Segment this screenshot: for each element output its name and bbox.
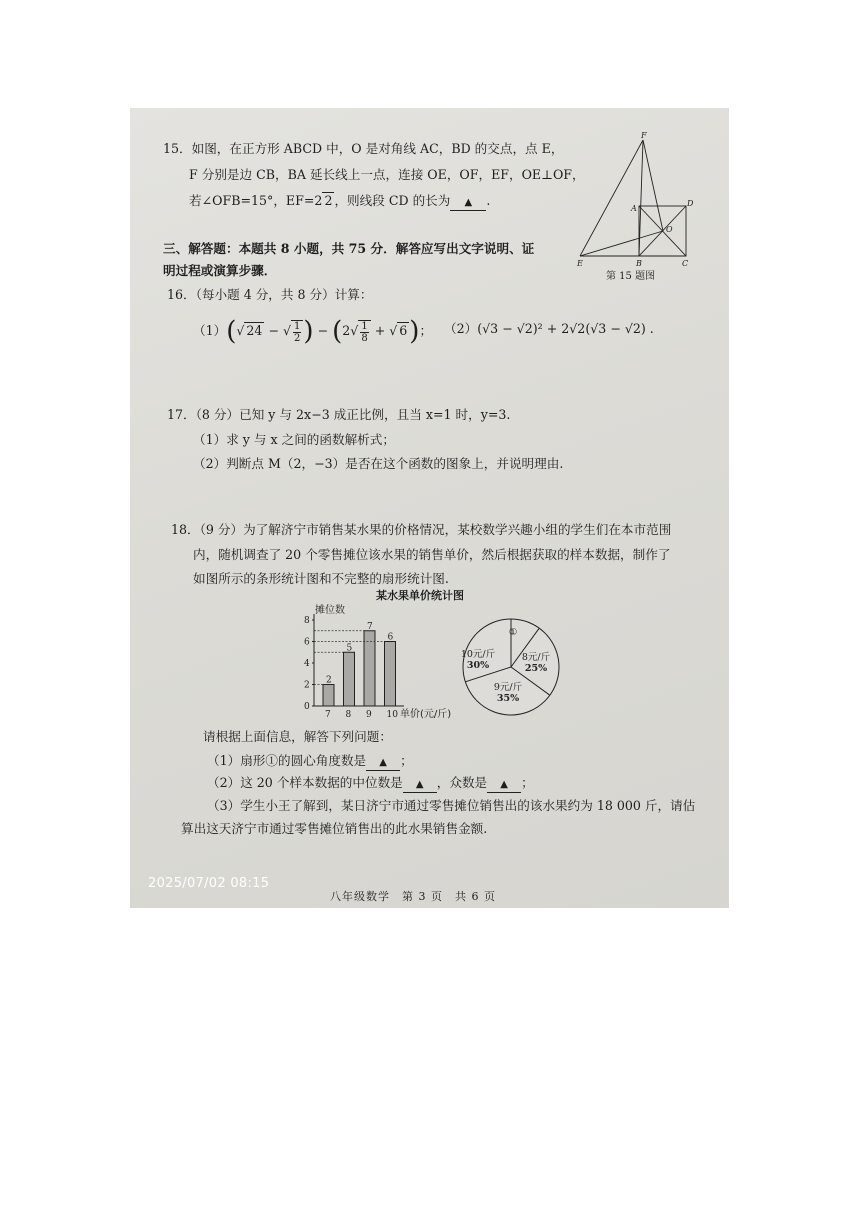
pie-slice-label: 10元/斤 <box>460 649 496 660</box>
q15-line3-a: 若∠OFB=15°，EF=2 <box>189 193 323 208</box>
bar-8 <box>344 652 355 706</box>
q16-frac-eighth <box>358 320 370 344</box>
q17-sub2: （2）判断点 M（2，−3）是否在这个函数的图象上，并说明理由. <box>193 456 564 471</box>
label-D: D <box>687 199 694 208</box>
q18-sub1 <box>207 754 413 771</box>
bar-value-label: 2 <box>326 675 332 686</box>
q18-intro: 请根据上面信息，解答下列问题： <box>203 729 392 744</box>
pie-slice-label: 8元/斤 <box>521 652 551 663</box>
pie-slice-percent: 25% <box>524 663 548 674</box>
q16-part1-label: （1） <box>193 323 227 338</box>
q18-sub2 <box>207 776 534 793</box>
bar-x-tick-label: 9 <box>366 710 372 720</box>
bar-y-tick-label: 8 <box>304 616 310 626</box>
line-FO <box>643 140 663 231</box>
q16-sqrt6: 6 <box>399 323 408 338</box>
q18-line3: 如图所示的条形统计图和不完整的扇形统计图. <box>193 571 449 586</box>
pie-chart <box>456 612 566 722</box>
pie-slice-label: 9元/斤 <box>493 682 523 693</box>
q16-part2-label: （2） <box>444 321 478 336</box>
section3-line2: 明过程或演算步骤． <box>163 263 277 278</box>
bar-chart <box>296 600 476 720</box>
q16-sqrt24: 24 <box>246 323 263 338</box>
q15-line3-end: . <box>486 193 491 208</box>
label-F: F <box>641 131 647 140</box>
q15-line3-c: ，则线段 CD 的长为 <box>334 193 451 208</box>
q18-sub1-text: （1）扇形①的圆心角度数是 <box>207 753 367 768</box>
bar-y-tick-label: 0 <box>304 702 310 712</box>
q17-sub1: （1）求 y 与 x 之间的函数解析式； <box>193 432 395 447</box>
chart-title: 某水果单价统计图 <box>376 589 464 602</box>
q16-part1-end: ； <box>419 323 433 338</box>
label-O: O <box>666 225 673 234</box>
q16-frac-half <box>291 320 303 344</box>
bar-y-tick-label: 2 <box>304 680 310 691</box>
q15-figure <box>576 128 696 288</box>
bar-x-tick-label: 8 <box>345 710 352 720</box>
q18-sub2-blank-mode <box>487 776 521 793</box>
q15-answer-blank <box>450 194 486 211</box>
frac-num: 1 <box>361 320 368 332</box>
bar-value-label: 6 <box>387 632 394 643</box>
q16-coef-two: 2 <box>342 323 351 338</box>
q18-sub1-end: ； <box>400 753 413 768</box>
q18-sub1-blank <box>366 754 400 771</box>
q18-sub2-mode-text: ，众数是 <box>436 775 488 790</box>
pie-slice-percent: 30% <box>466 660 490 671</box>
bar-y-tick-label: 4 <box>304 659 310 669</box>
line-FB <box>639 140 643 256</box>
bar-7 <box>323 685 334 707</box>
bar-9 <box>364 631 375 706</box>
label-A: A <box>631 204 637 213</box>
pie-slice-label: ① <box>508 627 518 638</box>
label-C: C <box>682 259 689 268</box>
answer-triangle-icon: ▲ <box>379 757 387 768</box>
answer-triangle-icon: ▲ <box>500 779 508 790</box>
q18-sub3-line1: （3）学生小王了解到，某日济宁市通过零售摊位销售出的该水果约为 18 000 斤，请估 <box>207 798 696 813</box>
bar-x-tick-label: 10 <box>386 710 398 720</box>
answer-triangle-icon: ▲ <box>415 779 424 790</box>
frac-den: 2 <box>294 332 301 344</box>
q18-sub3-line2: 算出这天济宁市通过零售摊位销售出的此水果销售金额. <box>181 821 488 836</box>
q15-line3 <box>189 194 490 211</box>
bar-y-tick-label: 6 <box>304 637 310 648</box>
label-E: E <box>577 259 583 268</box>
bar-xlabel: 单价(元/斤) <box>400 709 452 720</box>
q17-title: 17．（8 分）已知 y 与 2x−3 成正比例，且当 x=1 时，y=3. <box>167 407 511 422</box>
q15-line2: F 分别是边 CB，BA 延长线上一点，连接 OE，OF，EF，OE⊥OF， <box>189 167 585 182</box>
frac-den: 8 <box>361 332 368 344</box>
q18-sub2-end: ； <box>521 775 534 790</box>
q15-line1: 15．如图，在正方形 ABCD 中，O 是对角线 AC，BD 的交点，点 E， <box>163 141 564 156</box>
bar-10 <box>385 642 396 707</box>
page-footer: 八年级数学 第 3 页 共 6 页 <box>330 890 496 903</box>
answer-triangle-icon: ▲ <box>464 197 473 208</box>
bar-value-label: 7 <box>367 621 373 632</box>
pie-slice-percent: 35% <box>496 693 520 704</box>
q18-sub2-text: （2）这 20 个样本数据的中位数是 <box>207 775 403 790</box>
q18-line1: 18．（9 分）为了解济宁市销售某水果的价格情况，某校数学兴趣小组的学生们在本市范围 <box>171 522 672 537</box>
photo-timestamp: 2025/07/02 08:15 <box>148 876 270 891</box>
q15-sqrt2: 2 <box>324 193 333 208</box>
q15-figure-caption: 第 15 题图 <box>606 271 656 282</box>
q16-part2-expr: (√3 − √2)² + 2√2(√3 − √2) . <box>477 321 654 336</box>
label-B: B <box>636 259 642 268</box>
q16-title: 16．（每小题 4 分，共 8 分）计算： <box>167 287 373 302</box>
bar-value-label: 5 <box>346 643 353 654</box>
frac-num: 1 <box>294 320 301 332</box>
bar-ylabel: 摊位数 <box>315 605 345 616</box>
line-FE <box>580 140 643 256</box>
bar-x-tick-label: 7 <box>325 710 331 720</box>
q18-line2: 内，随机调查了 20 个零售摊位该水果的销售单价，然后根据获取的样本数据，制作了 <box>193 547 671 562</box>
section3-line1: 三、解答题：本题共 8 小题，共 75 分．解答应写出文字说明、证 <box>163 241 535 256</box>
q16-part2 <box>444 322 654 336</box>
q18-sub2-blank-median <box>403 776 437 793</box>
q16-part1: （1）(√ 24 − √ $\frac{1}{2}$ ) − (2√ $\frac{1}{8}$ + √ 6)； <box>193 316 433 347</box>
